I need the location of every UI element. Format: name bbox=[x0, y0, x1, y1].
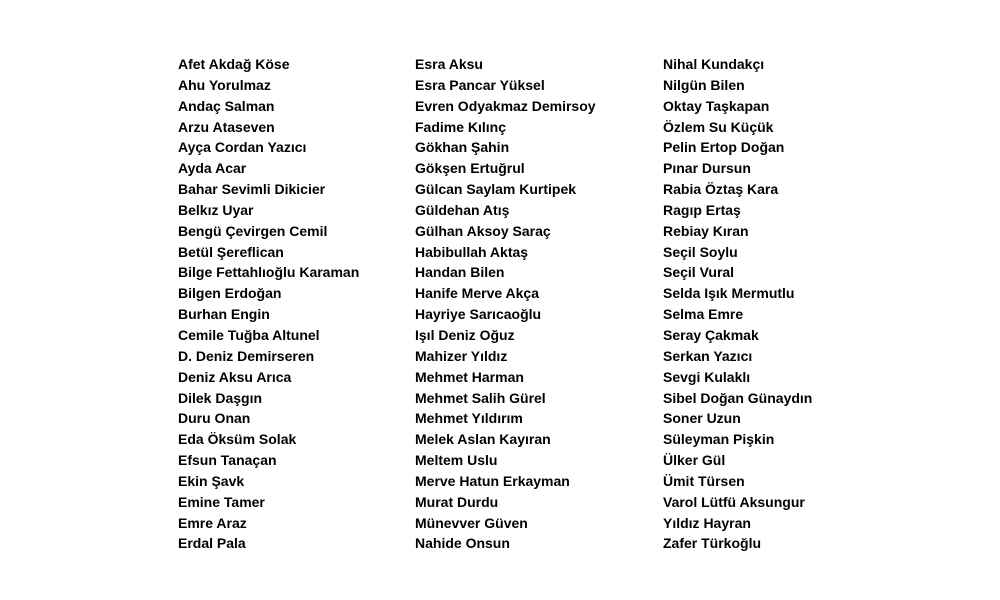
name-list-item: Andaç Salman bbox=[178, 97, 275, 114]
name-list-item: Pınar Dursun bbox=[663, 160, 751, 177]
name-column-2 bbox=[415, 54, 596, 554]
name-list-item: Eda Öksüm Solak bbox=[178, 431, 297, 448]
name-list-item: Oktay Taşkapan bbox=[663, 97, 770, 114]
name-list-item: Bahar Sevimli Dikicier bbox=[178, 181, 326, 198]
name-list-item: Belkız Uyar bbox=[178, 201, 254, 218]
name-list-item: Ayda Acar bbox=[178, 160, 247, 177]
name-list-item: Mehmet Salih Gürel bbox=[415, 389, 546, 406]
name-list-item: Seçil Vural bbox=[663, 264, 735, 281]
name-list-item: Bilge Fettahlıoğlu Karaman bbox=[178, 264, 360, 281]
name-list-item: Murat Durdu bbox=[415, 493, 499, 510]
name-list-item: Süleyman Pişkin bbox=[663, 431, 775, 448]
name-list-item: Betül Şereflican bbox=[178, 243, 284, 260]
name-list-item: Afet Akdağ Köse bbox=[178, 56, 290, 72]
name-list-item: Seray Çakmak bbox=[663, 326, 759, 343]
name-list-item: Hayriye Sarıcaoğlu bbox=[415, 306, 542, 323]
name-list-item: Merve Hatun Erkayman bbox=[415, 472, 570, 489]
name-list-item: Mehmet Yıldırım bbox=[415, 410, 523, 427]
name-list-item: Emine Tamer bbox=[178, 493, 265, 510]
name-list-item: Gökhan Şahin bbox=[415, 139, 510, 156]
name-list-item: Soner Uzun bbox=[663, 410, 741, 427]
name-list-item: Burhan Engin bbox=[178, 306, 270, 323]
name-list-item: Sibel Doğan Günaydın bbox=[663, 389, 813, 406]
name-list-item: Serkan Yazıcı bbox=[663, 347, 753, 364]
name-list-item: D. Deniz Demirseren bbox=[178, 347, 315, 364]
name-list-item: Özlem Su Küçük bbox=[663, 118, 774, 135]
name-list-item: Gülhan Aksoy Saraç bbox=[415, 222, 551, 239]
name-list-item: Mahizer Yıldız bbox=[415, 347, 508, 364]
name-list-item: Rabia Öztaş Kara bbox=[663, 181, 779, 198]
name-list-item: Deniz Aksu Arıca bbox=[178, 368, 292, 385]
name-list-item: Güldehan Atış bbox=[415, 201, 510, 218]
name-list-item: Ayça Cordan Yazıcı bbox=[178, 139, 307, 156]
name-list-item: Cemile Tuğba Altunel bbox=[178, 326, 320, 343]
name-list-item: Emre Araz bbox=[178, 514, 247, 531]
name-list-item: Evren Odyakmaz Demirsoy bbox=[415, 97, 596, 114]
name-column-3 bbox=[663, 54, 812, 554]
name-column-1 bbox=[178, 54, 359, 554]
name-list-item: Işıl Deniz Oğuz bbox=[415, 326, 515, 343]
name-list-item: Ragıp Ertaş bbox=[663, 201, 741, 218]
name-list-item: Nilgün Bilen bbox=[663, 76, 745, 93]
name-list-item: Bilgen Erdoğan bbox=[178, 285, 282, 302]
name-list-item: Fadime Kılınç bbox=[415, 118, 507, 135]
name-list-item: Pelin Ertop Doğan bbox=[663, 139, 785, 156]
name-list-item: Duru Onan bbox=[178, 410, 251, 427]
name-list-item: Ülker Gül bbox=[663, 452, 726, 469]
name-list-item: Münevver Güven bbox=[415, 514, 528, 531]
name-list-item: Ümit Türsen bbox=[663, 472, 745, 489]
name-list-item: Esra Aksu bbox=[415, 56, 483, 72]
name-list-item: Meltem Uslu bbox=[415, 452, 498, 469]
name-list-item: Zafer Türkoğlu bbox=[663, 535, 762, 552]
name-list-item: Arzu Ataseven bbox=[178, 118, 275, 135]
name-list-item: Ahu Yorulmaz bbox=[178, 76, 271, 93]
name-list-item: Yıldız Hayran bbox=[663, 514, 751, 531]
name-list-item: Seçil Soylu bbox=[663, 243, 738, 260]
name-list-item: Sevgi Kulaklı bbox=[663, 368, 751, 385]
name-list-item: Mehmet Harman bbox=[415, 368, 524, 385]
name-list-item: Melek Aslan Kayıran bbox=[415, 431, 551, 448]
name-list-item: Gülcan Saylam Kurtipek bbox=[415, 181, 577, 198]
name-list-item: Nihal Kundakçı bbox=[663, 56, 765, 72]
name-list-item: Habibullah Aktaş bbox=[415, 243, 529, 260]
name-list-item: Erdal Pala bbox=[178, 535, 246, 552]
name-list-item: Gökşen Ertuğrul bbox=[415, 160, 525, 177]
name-list-item: Handan Bilen bbox=[415, 264, 505, 281]
name-list-item: Rebiay Kıran bbox=[663, 222, 749, 239]
name-list-item: Varol Lütfü Aksungur bbox=[663, 493, 805, 510]
name-list-item: Selma Emre bbox=[663, 306, 744, 323]
name-list-item: Efsun Tanaçan bbox=[178, 452, 277, 469]
name-list-item: Nahide Onsun bbox=[415, 535, 510, 552]
name-list-item: Esra Pancar Yüksel bbox=[415, 76, 545, 93]
name-list-item: Hanife Merve Akça bbox=[415, 285, 539, 302]
name-list-item: Selda Işık Mermutlu bbox=[663, 285, 795, 302]
name-list-item: Bengü Çevirgen Cemil bbox=[178, 222, 328, 239]
name-list-item: Dilek Daşgın bbox=[178, 389, 263, 406]
name-list-item: Ekin Şavk bbox=[178, 472, 245, 489]
